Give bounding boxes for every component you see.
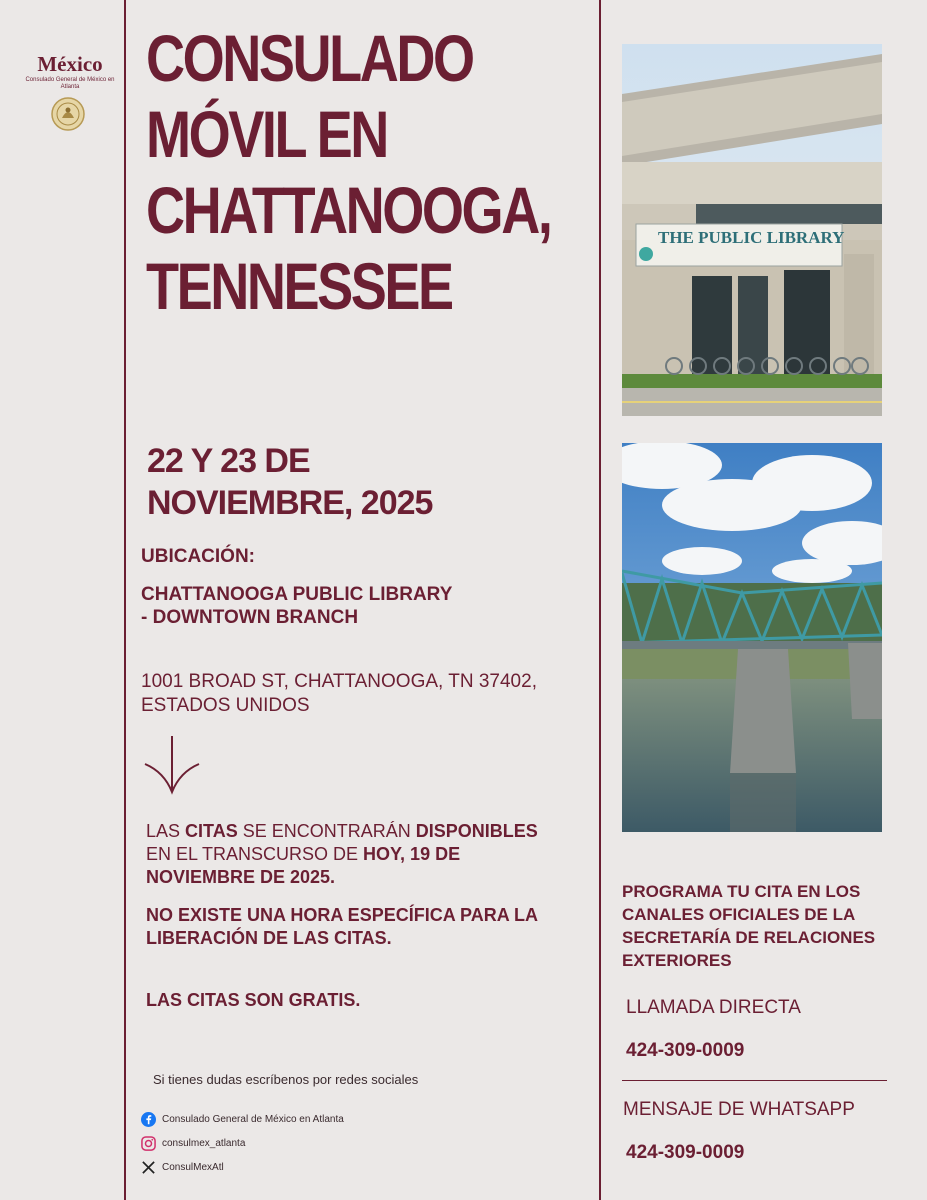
walnut-street-bridge-image [622,443,882,832]
venue-name: CHATTANOOGA PUBLIC LIBRARY - DOWNTOWN BRANCH [141,584,453,628]
release-time-note: NO EXISTE UNA HORA ESPECÍFICA PARA LA LIBERACIÓN DE LAS CITAS. [146,905,538,948]
bridge-photo [622,443,882,832]
x-logo-icon [141,1160,156,1175]
location-label: UBICACIÓN: [141,546,255,567]
arrow-down-icon [140,734,204,796]
call-phone-number[interactable]: 424-309-0009 [626,1040,745,1061]
social-prompt: Si tienes dudas escríbenos por redes sociales [153,1072,419,1087]
appointments-availability [146,820,566,889]
date-line: 22 Y 23 DE [147,442,310,480]
library-photo [622,44,882,416]
whatsapp-label: MENSAJE DE WHATSAPP [623,1099,855,1120]
call-label: LLAMADA DIRECTA [626,997,801,1018]
facebook-icon [141,1112,156,1127]
schedule-heading: PROGRAMA TU CITA EN LOS CANALES OFICIALES DE LA SECRETARÍA DE RELACIONES EXTERIORES [622,882,876,970]
whatsapp-phone-number[interactable]: 424-309-0009 [626,1142,745,1163]
info-text: SE ENCONTRARÁN [237,821,416,841]
mexico-wordmark: México [37,52,103,76]
x-handle: ConsulMexAtl [162,1162,224,1173]
venue-address: 1001 BROAD ST, CHATTANOOGA, TN 37402, ESTADOS UNIDOS [141,671,537,716]
left-divider [124,0,126,1200]
title-line: TENNESSEE [146,249,452,323]
contact-divider [622,1080,887,1081]
info-text: EN EL TRANSCURSO DE [146,844,364,864]
info-emphasis: HOY, 19 DE NOVIEMBRE DE 2025. [146,844,461,887]
instagram-link[interactable] [141,1136,245,1151]
event-date [147,440,432,524]
instagram-handle: consulmex_atlanta [162,1138,246,1149]
coat-of-arms-seal-icon [50,96,86,132]
info-emphasis: DISPONIBLES [415,821,538,841]
instagram-icon [141,1136,156,1151]
info-text: LAS [146,821,186,841]
facebook-handle: Consulado General de México en Atlanta [162,1114,344,1125]
event-title [146,20,551,324]
consulate-subtitle: Consulado General de México en Atlanta [25,77,115,90]
library-sign-text: THE PUBLIC LIBRARY [658,228,845,247]
free-appointments-note: LAS CITAS SON GRATIS. [146,990,361,1010]
facebook-link[interactable] [141,1112,344,1127]
x-link[interactable] [141,1160,224,1175]
info-emphasis: CITAS [185,821,238,841]
date-line: NOVIEMBRE, 2025 [147,484,433,522]
library-building-image [622,44,882,416]
title-line: CHATTANOOGA, [146,173,551,247]
title-line: MÓVIL EN [146,97,387,171]
title-line: CONSULADO [146,21,473,95]
right-divider [599,0,601,1200]
